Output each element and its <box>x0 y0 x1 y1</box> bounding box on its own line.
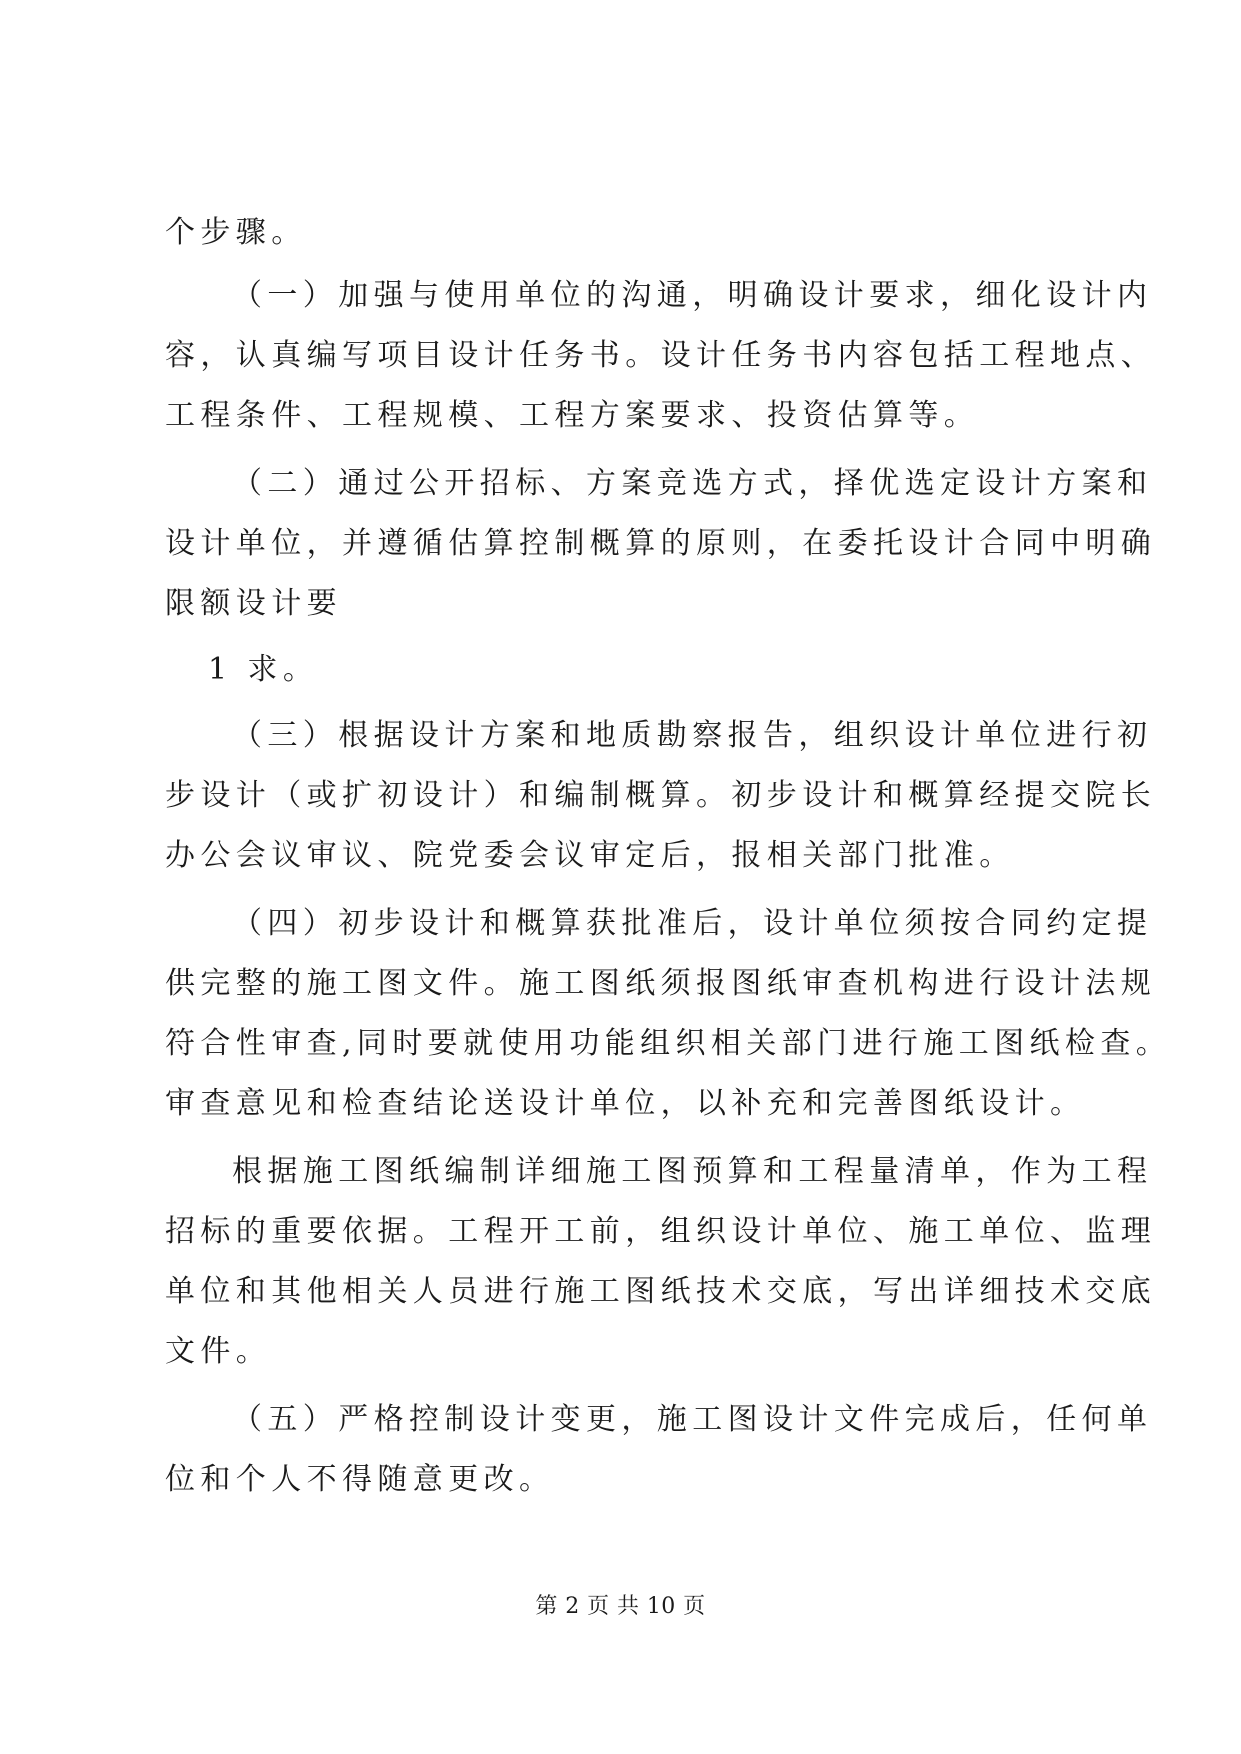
page-number-footer: 第 2 页 共 10 页 <box>535 1594 706 1619</box>
paragraph-6-line-1: （五）严格控制设计变更，施工图设计文件完成后，任何单 <box>232 1402 1153 1437</box>
text-line: 个步骤。 <box>165 215 307 250</box>
paragraph-5-line-3: 单位和其他相关人员进行施工图纸技术交底，写出详细技术交底 <box>165 1274 1157 1309</box>
paragraph-1-line-2: 容，认真编写项目设计任务书。设计任务书内容包括工程地点、 <box>165 338 1157 373</box>
paragraph-5-line-2: 招标的重要依据。工程开工前，组织设计单位、施工单位、监理 <box>165 1214 1157 1249</box>
paragraph-2-line-2: 设计单位，并遵循估算控制概算的原则，在委托设计合同中明确 <box>165 526 1157 561</box>
paragraph-3-line-1: （三）根据设计方案和地质勘察报告，组织设计单位进行初 <box>232 718 1153 753</box>
paragraph-6-line-2: 位和个人不得随意更改。 <box>165 1462 555 1497</box>
paragraph-5-line-1: 根据施工图纸编制详细施工图预算和工程量清单，作为工程 <box>232 1154 1153 1189</box>
paragraph-4-line-1: （四）初步设计和概算获批准后，设计单位须按合同约定提 <box>232 906 1153 941</box>
paragraph-3-line-2: 步设计（或扩初设计）和编制概算。初步设计和概算经提交院长 <box>165 778 1157 813</box>
paragraph-2-continuation: 1 求。 <box>208 652 319 687</box>
paragraph-1-line-1: （一）加强与使用单位的沟通，明确设计要求，细化设计内 <box>232 278 1153 313</box>
paragraph-1-line-3: 工程条件、工程规模、工程方案要求、投资估算等。 <box>165 398 980 433</box>
paragraph-2-line-1: （二）通过公开招标、方案竞选方式，择优选定设计方案和 <box>232 466 1153 501</box>
paragraph-2-line-3: 限额设计要 <box>165 586 342 621</box>
paragraph-4-line-2: 供完整的施工图文件。施工图纸须报图纸审查机构进行设计法规 <box>165 966 1157 1001</box>
paragraph-5-line-4: 文件。 <box>165 1334 272 1369</box>
paragraph-4-line-4: 审查意见和检查结论送设计单位，以补充和完善图纸设计。 <box>165 1086 1086 1121</box>
paragraph-3-line-3: 办公会议审议、院党委会议审定后，报相关部门批准。 <box>165 838 1015 873</box>
paragraph-4-line-3: 符合性审查,同时要就使用功能组织相关部门进行施工图纸检查。 <box>165 1026 1172 1061</box>
